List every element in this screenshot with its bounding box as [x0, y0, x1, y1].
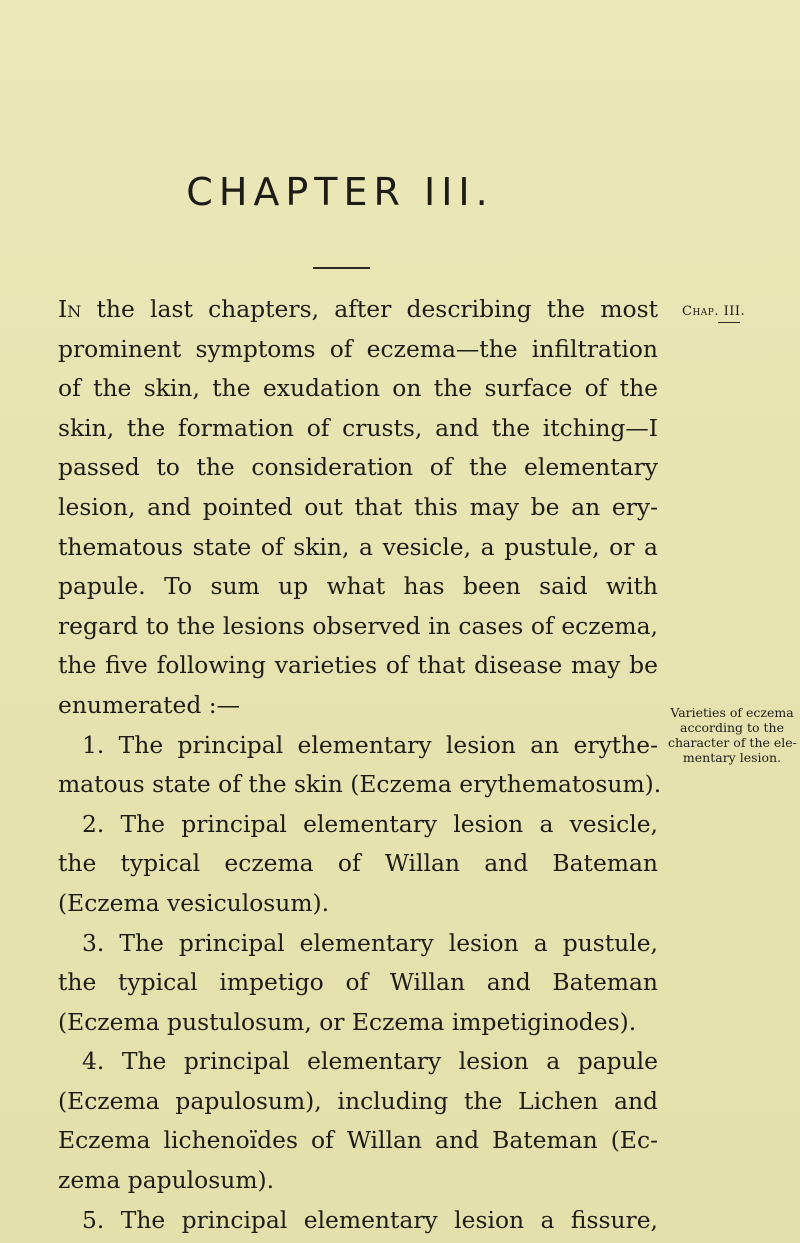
list-item-line: (Eczema pustulosum, or Eczema impetiginodes).	[58, 1007, 637, 1036]
list-item-line: 1. The principal elementary lesion an erythe-	[82, 730, 658, 759]
paragraph-line: enumerated :—	[58, 690, 241, 719]
sidenote-line: Varieties of eczema	[670, 705, 794, 720]
paragraph-line-text: the last chapters, after describing the most	[81, 295, 658, 323]
body-text	[58, 290, 662, 1240]
sidenote	[668, 705, 796, 765]
list-item-line: 2. The principal elementary lesion a vesicle,	[82, 809, 658, 838]
list-item-line: 4. The principal elementary lesion a papule	[82, 1047, 658, 1076]
sidenote-line: character of the ele-	[668, 735, 797, 750]
paragraph-line: skin, the formation of crusts, and the itching—I	[58, 413, 658, 442]
list-item-line: the typical impetigo of Willan and Bateman	[58, 968, 658, 997]
paragraph-line: lesion, and pointed out that this may be an ery-	[58, 492, 658, 521]
chapter-heading: CHAPTER III.	[186, 170, 494, 214]
heading-rule	[313, 267, 370, 269]
paragraph-line: of the skin, the exudation on the surface of the	[58, 374, 658, 403]
sidenote-line: according to the	[680, 720, 784, 735]
list-item-line: the typical eczema of Willan and Bateman	[58, 849, 658, 878]
list-item-line: Eczema lichenoïdes of Willan and Bateman (Ec-	[58, 1126, 658, 1155]
margin-chapter-label: Chap. III.	[682, 304, 746, 319]
list-item-line: matous state of the skin (Eczema erythematosum).	[58, 770, 662, 799]
sidenote-line: mentary lesion.	[682, 750, 782, 765]
list-item-line: 3. The principal elementary lesion a pustule,	[82, 928, 658, 957]
list-item-line: 5. The principal elementary lesion a fissure,	[82, 1205, 658, 1234]
paragraph-line: the five following varieties of that disease may be	[58, 651, 658, 680]
paragraph-line: papule. To sum up what has been said with	[58, 572, 658, 601]
list-item-line: zema papulosum).	[58, 1166, 275, 1195]
paragraph-line: regard to the lesions observed in cases of eczema,	[58, 611, 658, 640]
list-item-line: (Eczema vesiculosum).	[58, 888, 330, 917]
list-item-line: (Eczema papulosum), including the Lichen and	[58, 1086, 658, 1115]
paragraph-line: thematous state of skin, a vesicle, a pustule, or a	[58, 532, 658, 561]
opening-word: In	[58, 295, 82, 323]
paragraph-line	[58, 290, 658, 330]
paragraph-line: passed to the consideration of the elementary	[58, 453, 658, 482]
margin-rule	[718, 322, 740, 323]
paragraph-line: prominent symptoms of eczema—the infiltration	[58, 334, 658, 363]
